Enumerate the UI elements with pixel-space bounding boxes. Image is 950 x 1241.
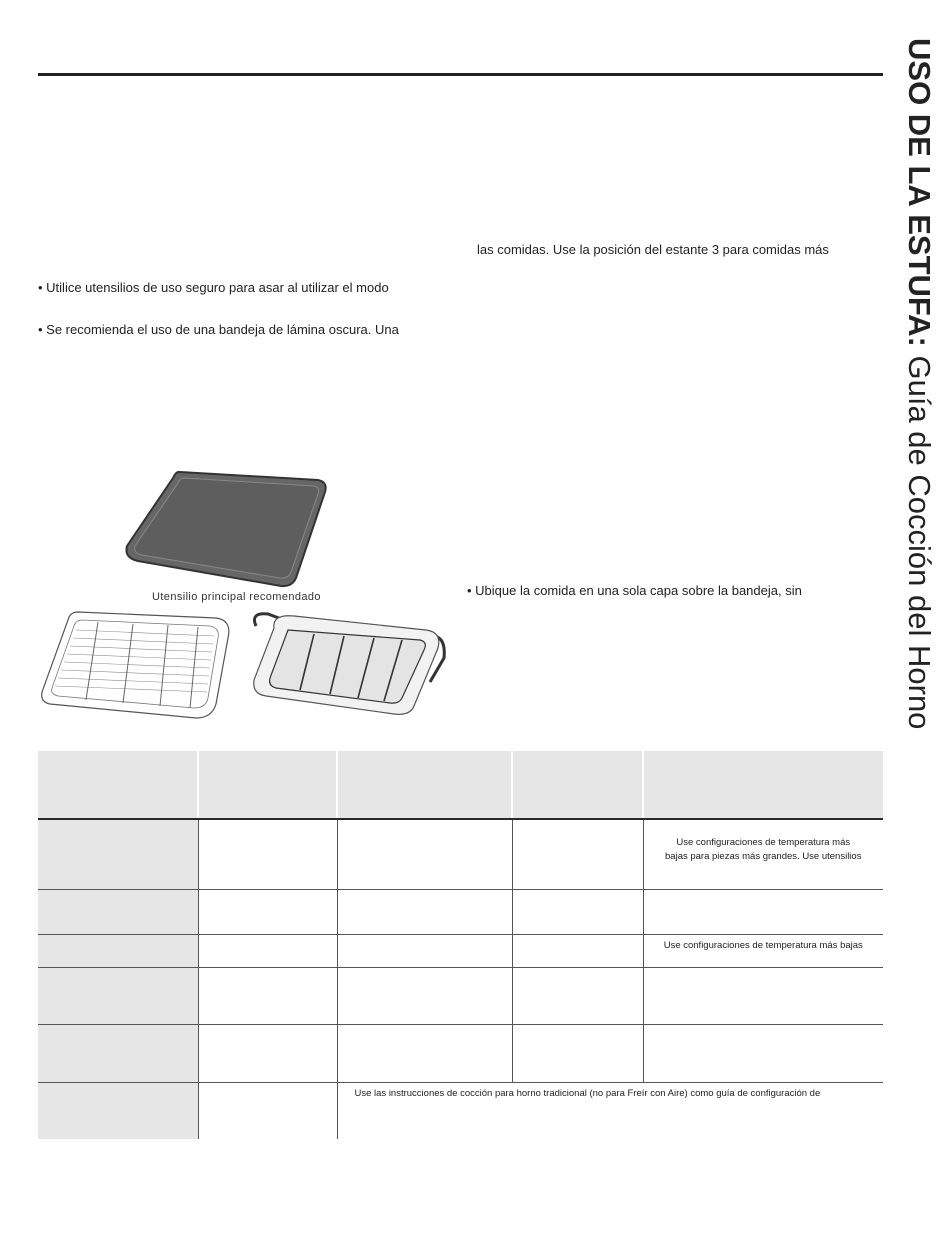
table-row <box>38 819 883 889</box>
header-cell <box>198 751 337 819</box>
table-cell <box>198 1082 337 1139</box>
food-cell <box>38 819 198 889</box>
table-cell <box>198 934 337 967</box>
right-paragraph-line: las comidas. Use la posición del estante 3 para comidas más <box>477 242 829 257</box>
food-cell <box>38 934 198 967</box>
table-row <box>38 967 883 1024</box>
table-cell <box>198 1024 337 1082</box>
food-cell <box>38 967 198 1024</box>
bullet-single-layer: • Ubique la comida en una sola capa sobre la bandeja, sin <box>467 583 802 598</box>
table-cell <box>198 967 337 1024</box>
table-cell <box>337 819 512 889</box>
header-cell <box>38 751 198 819</box>
table-row <box>38 1024 883 1082</box>
table-row <box>38 1082 883 1139</box>
table-cell <box>337 889 512 934</box>
notes-cell: Use configuraciones de temperatura más bajas <box>643 934 883 967</box>
notes-cell <box>643 889 883 934</box>
header-cell <box>643 751 883 819</box>
note-line: bajas para piezas más grandes. Use utensilios <box>665 851 862 862</box>
bullet-dark-pan: • Se recomienda el uso de una bandeja de lámina oscura. Una <box>38 322 399 337</box>
notes-cell <box>643 819 883 889</box>
food-cell <box>38 889 198 934</box>
cooking-guide-table <box>38 751 883 1139</box>
table-row <box>38 934 883 967</box>
table-cell <box>198 819 337 889</box>
wide-note-cell: Use las instrucciones de cocción para horno tradicional (no para Freír con Aire) como guía de configuración de <box>337 1082 883 1139</box>
table-cell <box>512 889 643 934</box>
table-cell <box>512 1024 643 1082</box>
notes-cell <box>643 967 883 1024</box>
air-fry-basket-illustration <box>244 608 450 720</box>
table-cell <box>512 967 643 1024</box>
section-title-bold: USO DE LA ESTUFA: <box>902 38 937 347</box>
table-cell <box>512 819 643 889</box>
section-title-subtitle: Guía de Cocción del Horno <box>902 346 937 730</box>
table-cell <box>337 934 512 967</box>
section-title <box>900 38 938 729</box>
food-cell <box>38 1024 198 1082</box>
table-header-row <box>38 751 883 819</box>
dark-baking-sheet-illustration <box>118 466 330 592</box>
table-cell <box>337 1024 512 1082</box>
header-cell <box>512 751 643 819</box>
table-cell <box>337 967 512 1024</box>
section-sidebar <box>896 38 942 768</box>
table-row <box>38 889 883 934</box>
food-cell <box>38 1082 198 1139</box>
note-line: Use configuraciones de temperatura más <box>676 837 851 848</box>
image-caption: Utensilio principal recomendado <box>152 591 321 603</box>
table-cell <box>198 889 337 934</box>
notes-cell <box>643 1024 883 1082</box>
rack-pan-illustration <box>38 608 234 722</box>
header-rule <box>38 73 883 76</box>
header-cell <box>337 751 512 819</box>
table-cell <box>512 934 643 967</box>
bullet-safe-cookware: • Utilice utensilios de uso seguro para asar al utilizar el modo <box>38 280 389 295</box>
